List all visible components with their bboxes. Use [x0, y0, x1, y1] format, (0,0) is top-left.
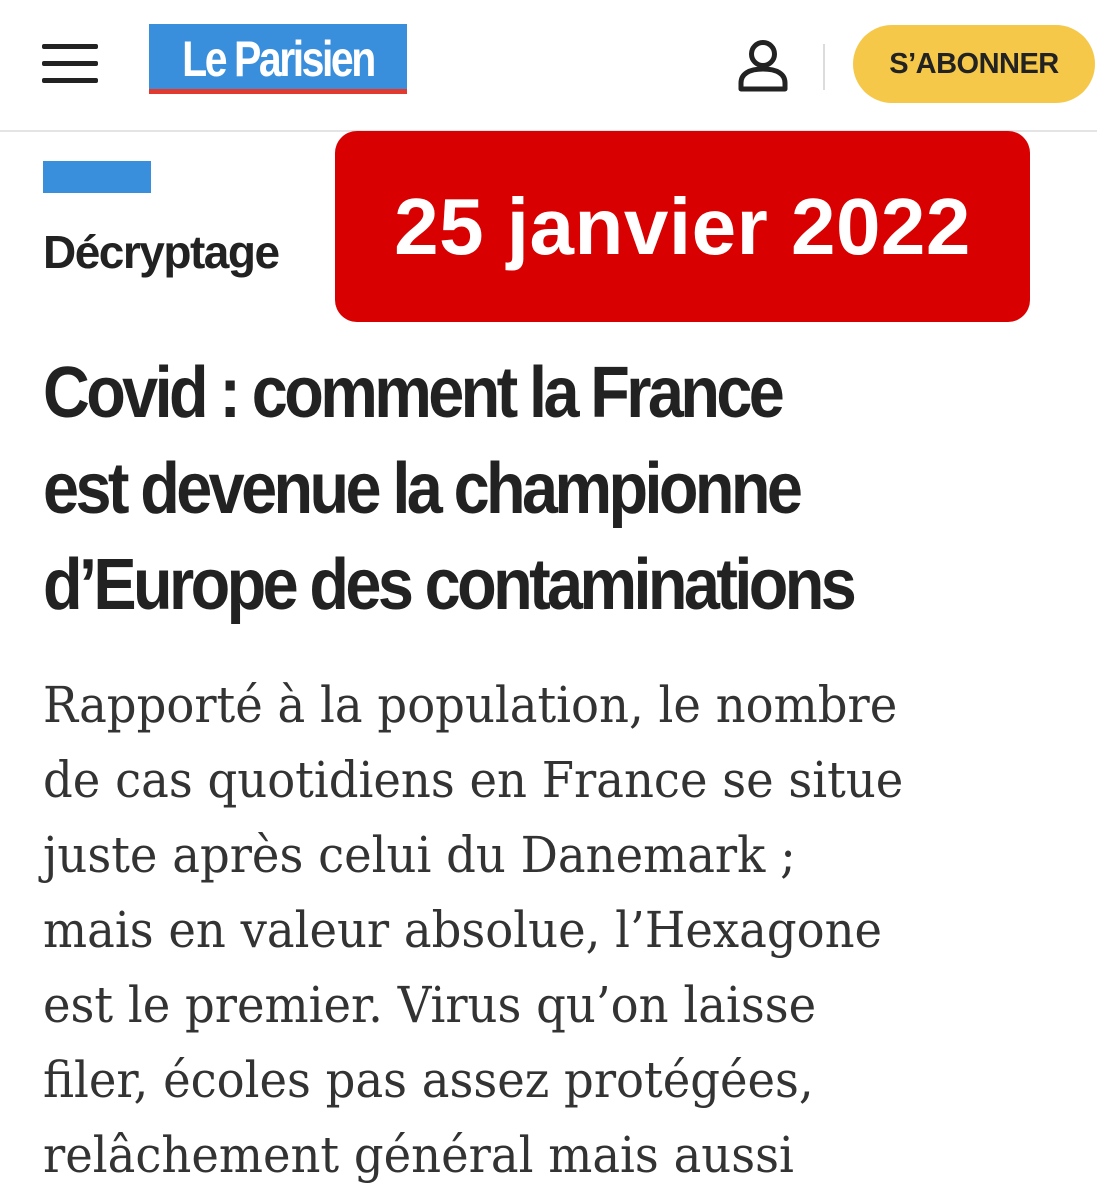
- site-logo[interactable]: [149, 24, 407, 94]
- lead-line: juste après celui du Danemark ;: [43, 826, 796, 884]
- date-overlay-text: 25 janvier 2022: [394, 182, 971, 271]
- lead-line: relâchement général mais aussi: [43, 1126, 794, 1184]
- lead-line: mais en valeur absolue, l’Hexagone: [43, 901, 883, 959]
- article-rubric[interactable]: Décryptage: [43, 226, 279, 278]
- date-overlay-badge: [335, 131, 1030, 322]
- logo-underline: [149, 89, 407, 94]
- article-lead: [43, 668, 1093, 1193]
- headline-line: Covid : comment la France: [43, 353, 782, 433]
- headline-line: est devenue la championne: [43, 449, 800, 529]
- lead-line: est le premier. Virus qu’on laisse: [43, 976, 817, 1034]
- header-divider: [823, 44, 825, 90]
- headline-line: d’Europe des contaminations: [43, 545, 854, 625]
- logo-text: Le Parisien: [182, 31, 374, 87]
- lead-line: filer, écoles pas assez protégées,: [43, 1051, 814, 1109]
- site-header: [0, 0, 1097, 132]
- article-headline: [43, 345, 1093, 633]
- subscribe-button[interactable]: S’ABONNER: [853, 25, 1095, 103]
- hamburger-menu-icon[interactable]: [42, 44, 98, 84]
- lead-line: de cas quotidiens en France se situe: [43, 751, 904, 809]
- user-account-icon[interactable]: [734, 38, 792, 94]
- lead-line: Rapporté à la population, le nombre: [43, 676, 898, 734]
- rubric-accent-bar: [43, 161, 151, 193]
